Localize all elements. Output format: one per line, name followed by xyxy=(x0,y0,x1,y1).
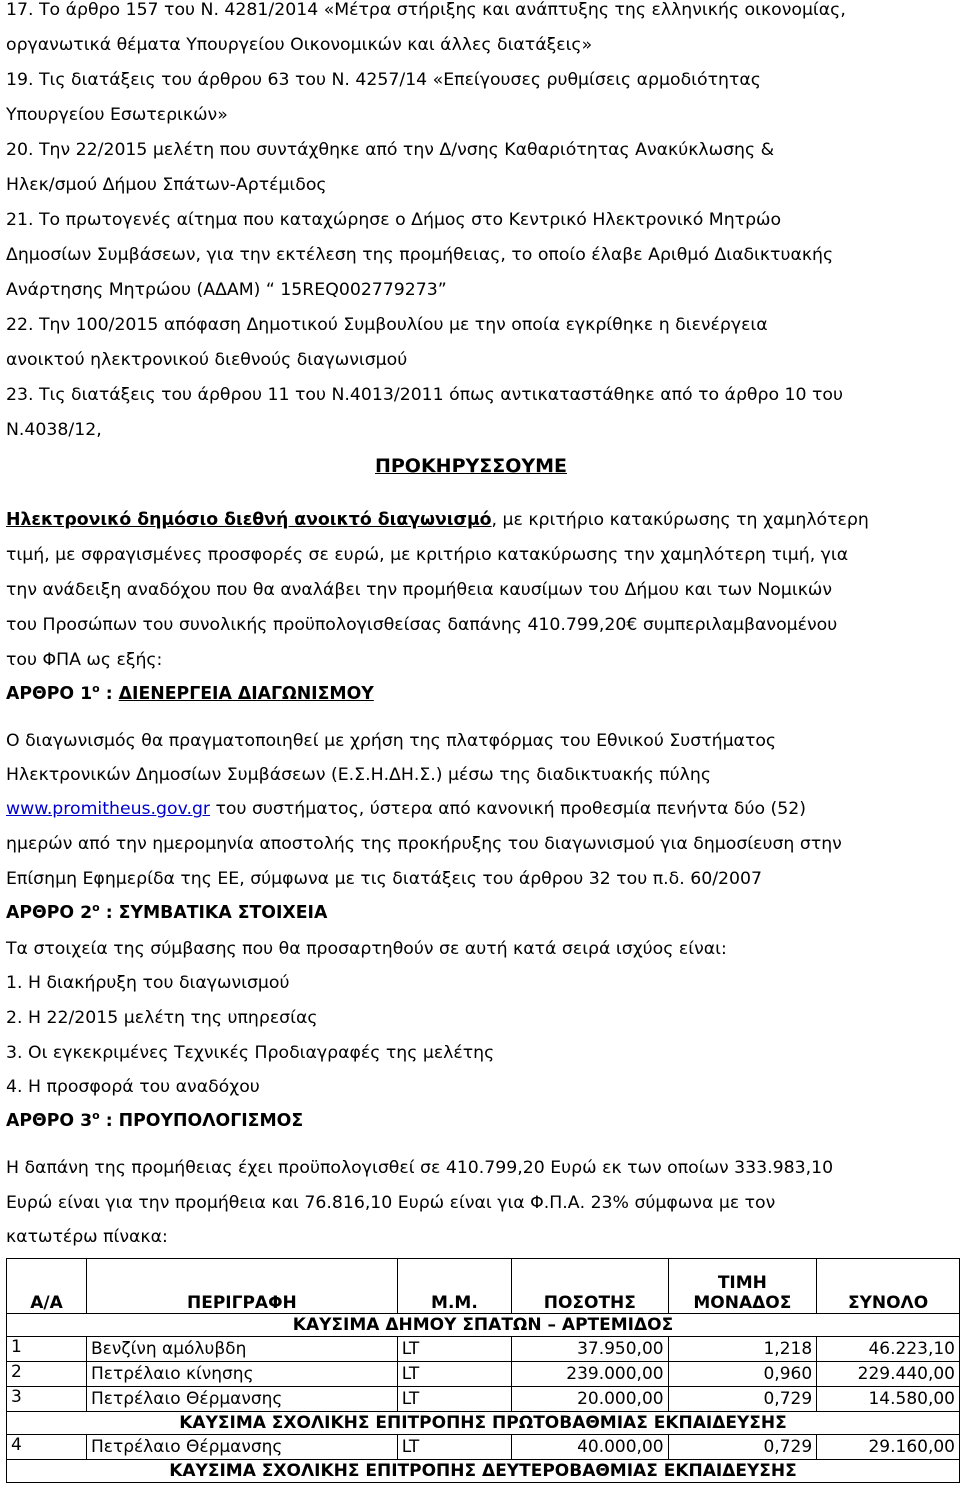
paragraph-20-line2: Ηλεκ/σμού Δήμου Σπάτων-Αρτέμιδος xyxy=(6,175,327,195)
section-secondary-school-fuels: ΚΑΥΣΙΜΑ ΣΧΟΛΙΚΗΣ ΕΠΙΤΡΟΠΗΣ ΔΕΥΤΕΡΟΒΑΘΜΙΑΣ ΕΚΠΑΙΔΕΥΣΗΣ xyxy=(7,1460,960,1483)
article1-line1: Ο διαγωνισμός θα πραγματοποιηθεί με χρήση της πλατφόρμας του Εθνικού Συστήματος xyxy=(6,731,777,751)
paragraph-21-line2: Δημοσίων Συμβάσεων, για την εκτέλεση της προμήθειας, το οποίο έλαβε Αριθμό Διαδικτυακής xyxy=(6,245,834,265)
table-row xyxy=(7,1337,960,1362)
cell-unit: LT xyxy=(397,1435,511,1460)
paragraph-21-line3: Ανάρτησης Μητρώου (ΑΔΑΜ) “ 15REQ002779273” xyxy=(6,280,447,300)
proclamation-heading: ΠΡΟΚΗΡΥΣΣΟΥΜΕ xyxy=(374,455,568,477)
header-unit-price-l1: ΤΙΜΗ xyxy=(717,1273,767,1293)
header-quantity: ΠΟΣΟΤΗΣ xyxy=(512,1259,669,1314)
paragraph-17-line2: οργανωτικά θέματα Υπουργείου Οικονομικών και άλλες διατάξεις» xyxy=(6,35,593,55)
cell-description: Πετρέλαιο κίνησης xyxy=(86,1362,397,1387)
paragraph-17-line1: 17. Το άρθρο 157 του Ν. 4281/2014 «Μέτρα στήριξης και ανάπτυξης της ελληνικής οικονομίας, xyxy=(6,0,846,20)
cell-description: Βενζίνη αμόλυβδη xyxy=(86,1337,397,1362)
article2-item1: 1. Η διακήρυξη του διαγωνισμού xyxy=(6,973,290,993)
article1-line3 xyxy=(6,799,806,819)
article1-sup: ο xyxy=(92,682,100,696)
intro-line5: του ΦΠΑ ως εξής: xyxy=(6,650,163,670)
table-row xyxy=(7,1435,960,1460)
cell-total: 29.160,00 xyxy=(817,1435,960,1460)
intro-line3: την ανάδειξη αναδόχου που θα αναλάβει την προμήθεια καυσίμων του Δήμου και των Νομικών xyxy=(6,580,833,600)
article2-title: : ΣΥΜΒΑΤΙΚΑ ΣΤΟΙΧΕΙΑ xyxy=(99,903,328,923)
header-total: ΣΥΝΟΛΟ xyxy=(817,1259,960,1314)
intro-line1-rest: , με κριτήριο κατακύρωσης τη χαμηλότερη xyxy=(491,510,869,530)
article3-title: : ΠΡΟΥΠΟΛΟΓΙΣΜΟΣ xyxy=(99,1111,304,1131)
cell-quantity: 37.950,00 xyxy=(512,1337,669,1362)
article3-heading xyxy=(6,1111,303,1131)
cell-total: 229.440,00 xyxy=(817,1362,960,1387)
cell-unit-price: 1,218 xyxy=(668,1337,817,1362)
intro-line4: του Προσώπων του συνολικής προϋπολογισθείσας δαπάνης 410.799,20€ συμπεριλαμβανομένου xyxy=(6,615,838,635)
paragraph-22-line2: ανοικτού ηλεκτρονικού διεθνούς διαγωνισμού xyxy=(6,350,408,370)
article3-prefix: ΑΡΘΡΟ 3 xyxy=(6,1111,93,1131)
cell-unit-price: 0,960 xyxy=(668,1362,817,1387)
table-section-row xyxy=(7,1412,960,1435)
article1-line4: ημερών από την ημερομηνία αποστολής της προκήρυξης του διαγωνισμού για δημοσίευση στην xyxy=(6,834,842,854)
cell-description: Πετρέλαιο Θέρμανσης xyxy=(86,1435,397,1460)
article1-line2: Ηλεκτρονικών Δημοσίων Συμβάσεων (Ε.Σ.Η.ΔΗ.Σ.) μέσω της διαδικτυακής πύλης xyxy=(6,765,711,785)
cell-unit: LT xyxy=(397,1387,511,1412)
table-section-row xyxy=(7,1314,960,1337)
cell-aa: 4 xyxy=(7,1435,87,1460)
table-section-row xyxy=(7,1460,960,1483)
article2-item3: 3. Οι εγκεκριμένες Τεχνικές Προδιαγραφές της μελέτης xyxy=(6,1043,495,1063)
intro-line2: τιμή, με σφραγισμένες προσφορές σε ευρώ, με κριτήριο κατακύρωσης την χαμηλότερη τιμή, για xyxy=(6,545,849,565)
header-unit-price-l2: ΜΟΝΑΔΟΣ xyxy=(693,1293,792,1313)
section-primary-school-fuels: ΚΑΥΣΙΜΑ ΣΧΟΛΙΚΗΣ ΕΠΙΤΡΟΠΗΣ ΠΡΩΤΟΒΑΘΜΙΑΣ ΕΚΠΑΙΔΕΥΣΗΣ xyxy=(7,1412,960,1435)
paragraph-21-line1: 21. Το πρωτογενές αίτημα που καταχώρησε ο Δήμος στο Κεντρικό Ηλεκτρονικό Μητρώο xyxy=(6,210,782,230)
article1-title: ΔΙΕΝΕΡΓΕΙΑ ΔΙΑΓΩΝΙΣΜΟΥ xyxy=(118,684,374,704)
article3-sup: ο xyxy=(92,1109,100,1123)
paragraph-22-line1: 22. Την 100/2015 απόφαση Δημοτικού Συμβουλίου με την οποία εγκρίθηκε η διενέργεια xyxy=(6,315,768,335)
article3-line1: Η δαπάνη της προμήθειας έχει προϋπολογισθεί σε 410.799,20 Ευρώ εκ των οποίων 333.983,10 xyxy=(6,1158,834,1178)
cell-unit: LT xyxy=(397,1362,511,1387)
article2-sup: ο xyxy=(92,901,100,915)
header-unit-price xyxy=(668,1259,817,1314)
paragraph-23-line1: 23. Τις διατάξεις του άρθρου 11 του Ν.4013/2011 όπως αντικαταστάθηκε από το άρθρο 10 του xyxy=(6,385,843,405)
article2-line1: Τα στοιχεία της σύμβασης που θα προσαρτηθούν σε αυτή κατά σειρά ισχύος είναι: xyxy=(6,939,727,959)
intro-line1 xyxy=(6,510,869,530)
cell-quantity: 40.000,00 xyxy=(512,1435,669,1460)
cell-unit-price: 0,729 xyxy=(668,1435,817,1460)
article1-heading xyxy=(6,684,374,704)
cell-total: 14.580,00 xyxy=(817,1387,960,1412)
section-municipality-fuels: ΚΑΥΣΙΜΑ ΔΗΜΟΥ ΣΠΑΤΩΝ – ΑΡΤΕΜΙΔΟΣ xyxy=(7,1314,960,1337)
paragraph-20-line1: 20. Την 22/2015 μελέτη που συντάχθηκε από την Δ/νσης Καθαριότητας Ανακύκλωσης & xyxy=(6,140,775,160)
header-aa: Α/Α xyxy=(7,1259,87,1314)
cell-aa: 3 xyxy=(7,1387,87,1412)
header-description: ΠΕΡΙΓΡΑΦΗ xyxy=(86,1259,397,1314)
article1-prefix: ΑΡΘΡΟ 1 xyxy=(6,684,93,704)
article1-line5: Επίσημη Εφημερίδα της ΕΕ, σύμφωνα με τις διατάξεις του άρθρου 32 του π.δ. 60/2007 xyxy=(6,869,762,889)
paragraph-19-line1: 19. Τις διατάξεις του άρθρου 63 του Ν. 4257/14 «Επείγουσες ρυθμίσεις αρμοδιότητας xyxy=(6,70,761,90)
cell-aa: 2 xyxy=(7,1362,87,1387)
intro-bold-part: Ηλεκτρονικό δημόσιο διεθνή ανοικτό διαγωνισμό xyxy=(6,510,492,530)
table-row xyxy=(7,1362,960,1387)
article2-heading xyxy=(6,903,327,923)
cell-quantity: 20.000,00 xyxy=(512,1387,669,1412)
cell-aa: 1 xyxy=(7,1337,87,1362)
paragraph-23-line2: Ν.4038/12, xyxy=(6,420,102,440)
promitheus-link[interactable]: www.promitheus.gov.gr xyxy=(6,799,211,819)
table-row xyxy=(7,1387,960,1412)
paragraph-19-line2: Υπουργείου Εσωτερικών» xyxy=(6,105,228,125)
article1-line3-rest: του συστήματος, ύστερα από κανονική προθεσμία πενήντα δύο (52) xyxy=(210,799,807,819)
cell-description: Πετρέλαιο Θέρμανσης xyxy=(86,1387,397,1412)
cell-total: 46.223,10 xyxy=(817,1337,960,1362)
cell-unit-price: 0,729 xyxy=(668,1387,817,1412)
article2-item4: 4. Η προσφορά του αναδόχου xyxy=(6,1077,260,1097)
article3-line2: Ευρώ είναι για την προμήθεια και 76.816,10 Ευρώ είναι για Φ.Π.Α. 23% σύμφωνα με τον xyxy=(6,1193,776,1213)
article3-line3: κατωτέρω πίνακα: xyxy=(6,1227,168,1247)
fuel-budget-table xyxy=(6,1258,960,1483)
table-header-row xyxy=(7,1259,960,1314)
article1-sep: : xyxy=(99,684,119,704)
cell-unit: LT xyxy=(397,1337,511,1362)
cell-quantity: 239.000,00 xyxy=(512,1362,669,1387)
article2-prefix: ΑΡΘΡΟ 2 xyxy=(6,903,93,923)
article2-item2: 2. Η 22/2015 μελέτη της υπηρεσίας xyxy=(6,1008,318,1028)
header-unit: Μ.Μ. xyxy=(397,1259,511,1314)
